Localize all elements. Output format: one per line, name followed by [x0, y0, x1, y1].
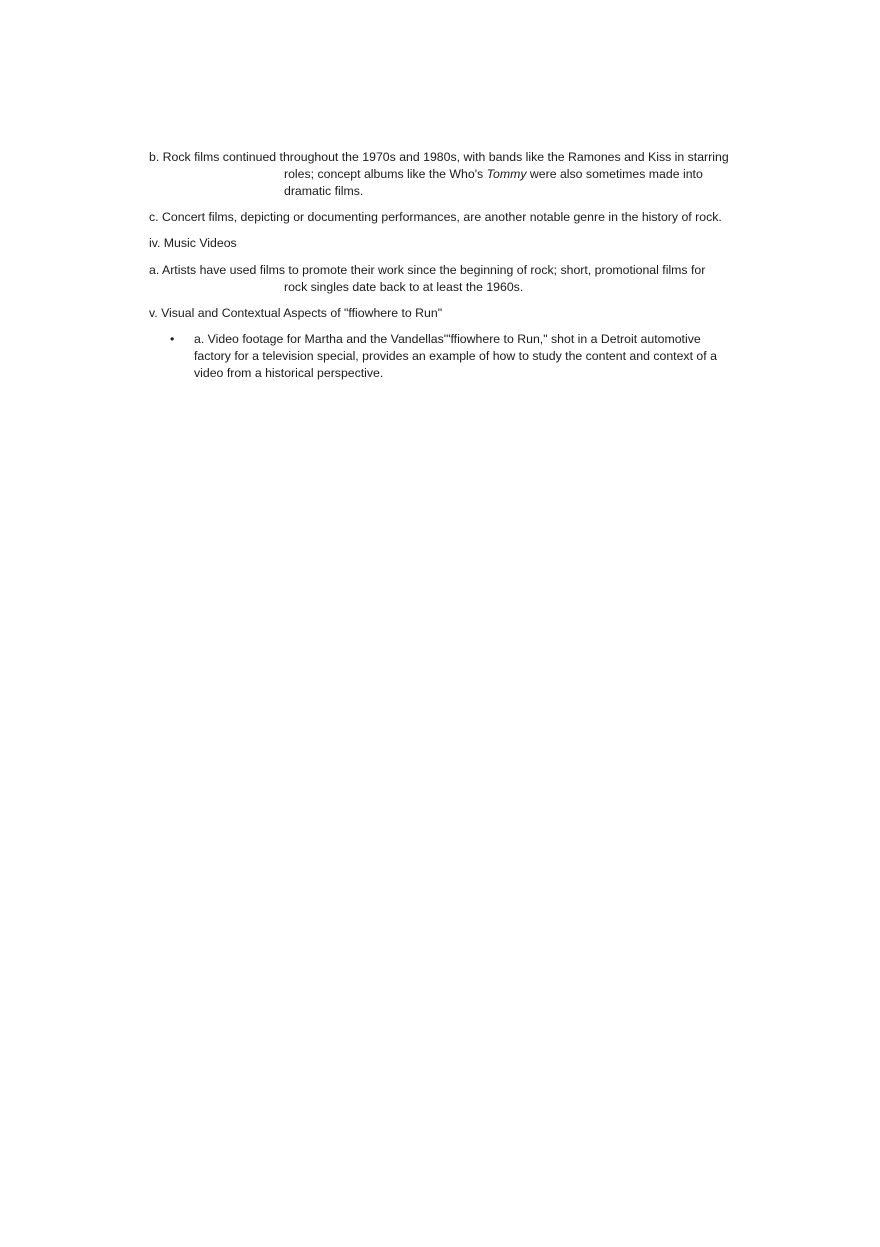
bullet-list	[149, 331, 729, 381]
paragraph-rock-films	[149, 149, 729, 199]
album-title-tommy: Tommy	[486, 166, 527, 181]
paragraph-artists-films: a. Artists have used films to promote their work since the beginning of rock; short, promotional films for rock singles date back to at least the 1960s.	[149, 262, 706, 294]
paragraph-concert-films: c. Concert films, depicting or documenting performances, are another notable genre in the history of rock.	[149, 209, 722, 224]
section-heading-visual-aspects: v. Visual and Contextual Aspects of "ffiowhere to Run"	[149, 305, 443, 320]
section-heading-music-videos: iv. Music Videos	[149, 236, 237, 251]
list-item	[149, 331, 729, 381]
document-body	[149, 149, 729, 382]
rock-films-text-start: b. Rock films continued throughout the 1970s and 1980s, with bands like the Ramones and Kiss in starring roles; concept albums like the Who's	[149, 150, 729, 181]
bullet-text: a. Video footage for Martha and the Vandellas'"ffiowhere to Run," shot in a Detroit automotive factory for a television special, provides an example of how to study the content and context of a video from a historical perspective.	[194, 332, 717, 380]
bullet-icon: •	[170, 332, 175, 347]
rock-films-text-end: were also sometimes made into dramatic films.	[284, 166, 703, 198]
